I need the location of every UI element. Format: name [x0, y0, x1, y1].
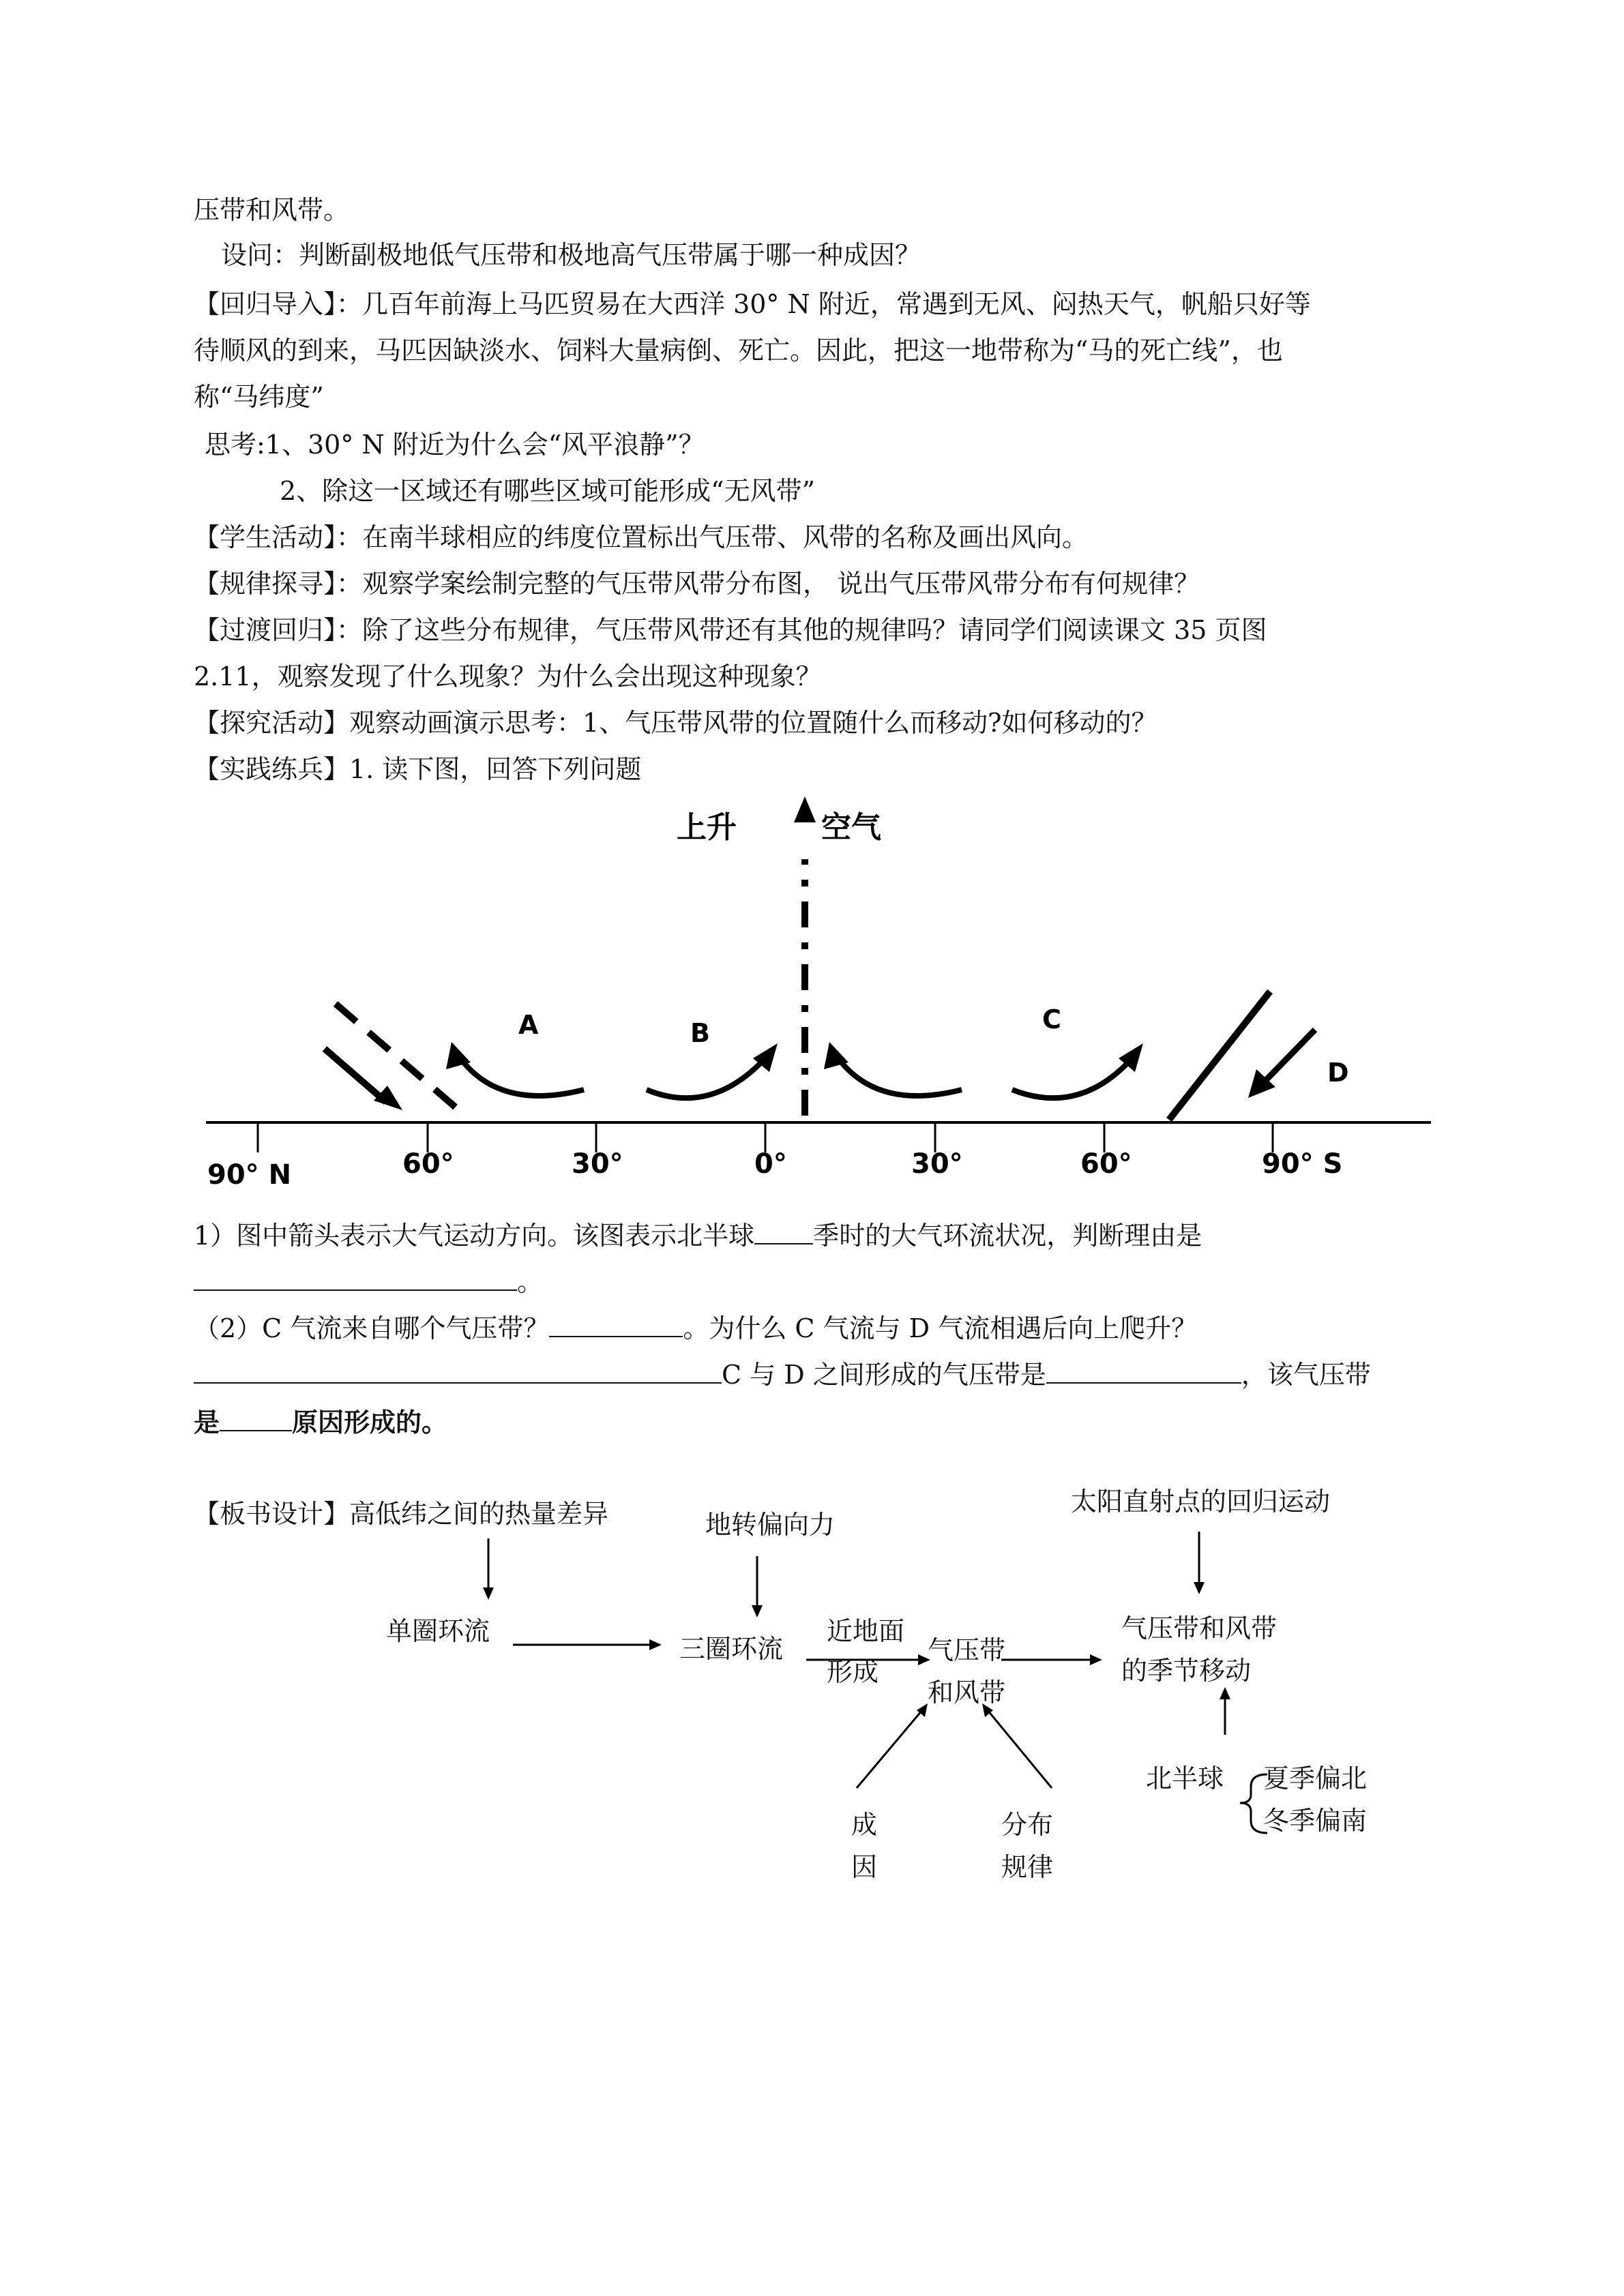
question-1-line-2 — [194, 1264, 543, 1300]
board-title — [194, 1496, 608, 1532]
arrow-d-line — [1266, 1030, 1315, 1080]
text-line-5: 称“马纬度” — [194, 382, 324, 412]
arrow-curve-a — [458, 1056, 584, 1096]
label-c: C — [1042, 1004, 1061, 1034]
text-line-12: 【探究活动】观察动画演示思考：1、气压带风带的位置随什么而移动?如何移动的？ — [194, 708, 1157, 738]
board-belts-1: 气压带 — [928, 1635, 1006, 1665]
polar-wind-arrowhead-north-icon — [374, 1086, 402, 1110]
question-1-blank-reason[interactable] — [194, 1265, 517, 1291]
air-label: 空气 — [821, 810, 881, 845]
question-2-line-2 — [194, 1357, 1371, 1392]
board-dist-2: 规律 — [1001, 1852, 1054, 1882]
arrow-up-north-icon — [1220, 1687, 1230, 1699]
board-summer: 夏季偏北 — [1263, 1763, 1368, 1793]
arrow-down-sun-icon — [1194, 1582, 1205, 1594]
text-line-1: 压带和风带。 — [194, 195, 350, 225]
board-seasonal-1: 气压带和风带 — [1121, 1613, 1278, 1643]
tick-label-60n: 60° — [402, 1148, 454, 1180]
tick-label-90n: 90° N — [207, 1159, 292, 1191]
board-label: 【板书设计】 — [194, 1499, 350, 1529]
question-1-end: 。 — [517, 1267, 544, 1297]
question-2-text-e: 是 — [194, 1407, 220, 1437]
text-line-7: 2、除这一区域还有哪些区域可能形成“无风带” — [280, 476, 816, 506]
arrow-right-single-icon — [649, 1639, 662, 1650]
board-heat: 高低纬之间的热量差异 — [349, 1499, 609, 1529]
question-1-line-1 — [194, 1218, 1202, 1253]
tick-label-90s: 90° S — [1262, 1148, 1343, 1180]
arrow-curve-b — [647, 1061, 763, 1098]
board-belts-2: 和风带 — [928, 1678, 1006, 1708]
question-2-blank-cause[interactable] — [220, 1405, 292, 1431]
board-cause-1: 成 — [851, 1810, 878, 1840]
question-2-blank-source[interactable] — [549, 1311, 683, 1337]
tick-label-0: 0° — [754, 1148, 787, 1180]
question-2-text-a: （2）C 气流来自哪个气压带？ — [194, 1313, 550, 1343]
board-sun: 太阳直射点的回归运动 — [1071, 1487, 1331, 1517]
question-2-text-b: 。为什么 C 气流与 D 气流相遇后向上爬升？ — [683, 1313, 1198, 1343]
question-2-text-c: C 与 D 之间形成的气压带是 — [722, 1360, 1046, 1390]
label-a: A — [518, 1010, 539, 1040]
board-cause-2: 因 — [851, 1852, 878, 1882]
text-line-6: 思考:1、30° N 附近为什么会“风平浪静”？ — [205, 430, 705, 460]
polar-front-south — [1169, 992, 1270, 1120]
board-seasonal-2: 的季节移动 — [1121, 1656, 1252, 1686]
board-dist-1: 分布 — [1001, 1810, 1054, 1840]
board-winter: 冬季偏南 — [1263, 1806, 1368, 1836]
circulation-diagram — [0, 784, 1624, 1207]
arrow-curve-c — [1012, 1061, 1130, 1098]
label-d: D — [1327, 1058, 1349, 1088]
rising-arrowhead-icon — [794, 796, 816, 822]
tick-label-30s: 30° — [911, 1148, 963, 1180]
text-line-2: 设问：判断副极地低气压带和极地高气压带属于哪一种成因？ — [221, 240, 921, 270]
question-2-blank-why[interactable] — [194, 1358, 722, 1384]
question-2-blank-belt[interactable] — [1046, 1358, 1241, 1384]
tick-label-30n: 30° — [572, 1148, 623, 1180]
question-2-text-f: 原因形成的。 — [292, 1407, 448, 1437]
question-2-line-3 — [194, 1405, 447, 1440]
board-near-ground-1: 近地面 — [827, 1616, 905, 1646]
polar-wind-arrow-north — [325, 1049, 386, 1102]
arrow-down-heat-icon — [483, 1587, 494, 1600]
board-north: 北半球 — [1146, 1763, 1224, 1793]
question-1-text-a: 1）图中箭头表示大气运动方向。该图表示北半球 — [194, 1221, 755, 1251]
text-line-4: 待顺风的到来，马匹因缺淡水、饲料大量病倒、死亡。因此，把这一地带称为“马的死亡线”，也 — [194, 336, 1283, 366]
question-1-blank-season[interactable] — [754, 1219, 813, 1244]
question-2-line-1 — [194, 1311, 1197, 1346]
arrow-right-belts-icon — [1090, 1654, 1102, 1665]
question-1-text-b: 季时的大气环流状况，判断理由是 — [813, 1221, 1202, 1251]
text-line-9: 【规律探寻】：观察学案绘制完整的气压带风带分布图， 说出气压带风带分布有何规律？ — [194, 569, 1200, 599]
label-b: B — [690, 1018, 710, 1048]
text-line-8: 【学生活动】：在南半球相应的纬度位置标出气压带、风带的名称及画出风向。 — [194, 522, 1089, 552]
board-three-cell: 三圈环流 — [679, 1634, 784, 1664]
tick-label-60s: 60° — [1080, 1148, 1132, 1180]
polar-front-north — [336, 1004, 465, 1116]
rise-label: 上升 — [677, 810, 737, 845]
text-line-13: 【实践练兵】1. 读下图，回答下列问题 — [194, 754, 642, 784]
text-line-3: 【回归导入】：几百年前海上马匹贸易在大西洋 30° N 附近，常遇到无风、闷热天气，帆船只好等 — [194, 289, 1311, 319]
text-line-11: 2.11，观察发现了什么现象？为什么会出现这种现象？ — [194, 661, 822, 691]
question-2-text-d: ，该气压带 — [1241, 1360, 1371, 1390]
text-line-10: 【过渡回归】：除了这些分布规律，气压带风带还有其他的规律吗？请同学们阅读课文 35 页图 — [194, 615, 1267, 645]
arrow-curve-center — [836, 1056, 962, 1096]
board-near-ground-2: 形成 — [827, 1657, 879, 1687]
board-single-cell: 单圈环流 — [386, 1616, 490, 1646]
arrow-down-coriolis-icon — [752, 1605, 763, 1617]
board-coriolis: 地转偏向力 — [705, 1510, 836, 1540]
